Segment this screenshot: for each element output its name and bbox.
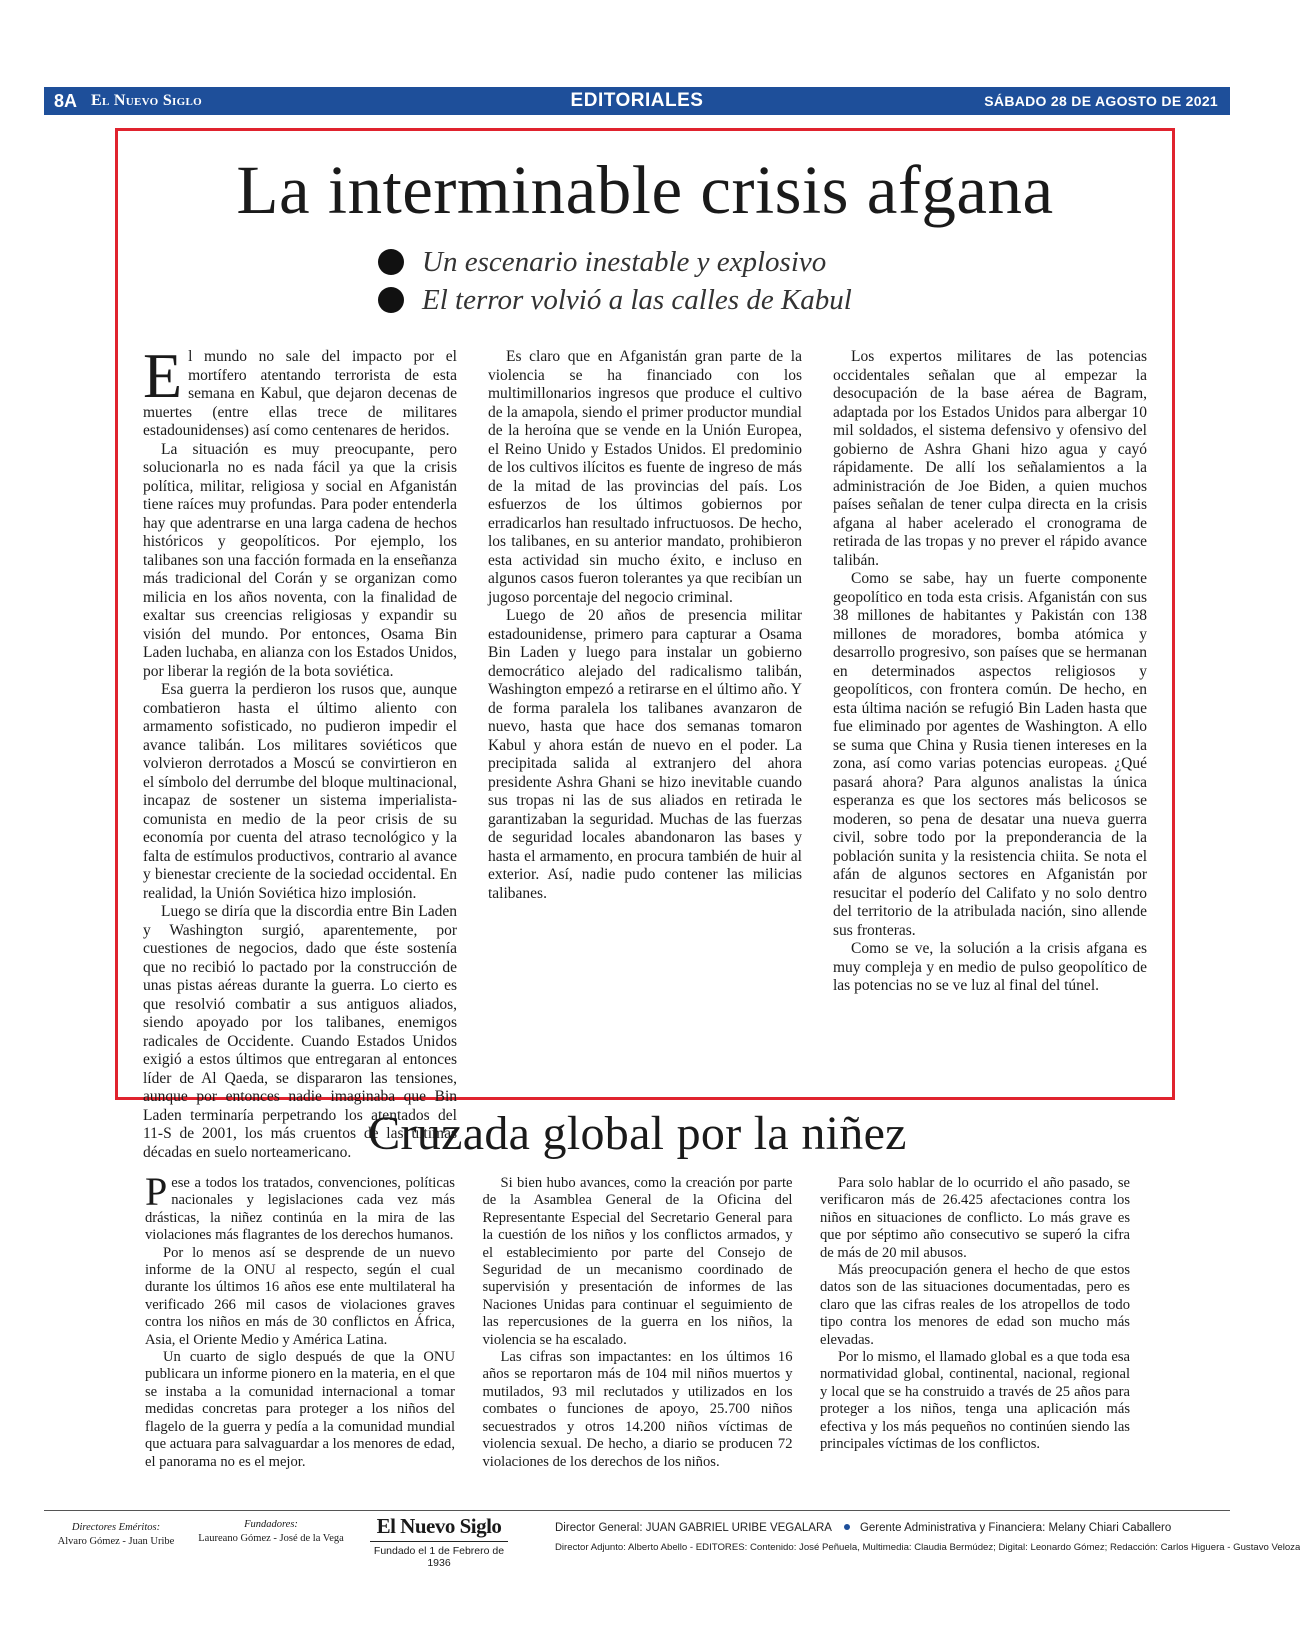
text-column-2 — [488, 348, 802, 1090]
paragraph: Para solo hablar de lo ocurrido el año pasado, se verificaron más de 26.425 afectaciones contra los niños en situaciones de conflicto. Lo más grave es que por séptimo año consecutivo se superó la cifra de más de 20 mil abusos. — [820, 1175, 1130, 1261]
fundadores-names: Laureano Gómez - José de la Vega — [198, 1533, 344, 1544]
bullet-dot-icon — [378, 249, 404, 275]
text-column-2 — [483, 1175, 793, 1480]
subhead-item — [378, 281, 852, 319]
paragraph: Luego se diría que la discordia entre Bin Laden y Washington surgió, aparentemente, por cuestiones de negocios, dado que éste sostenía que no recibió lo pactado por la construcción de unas pistas aéreas durante la guerra. Lo cierto es que resolvió combatir a sus antiguos aliados, siendo apoyado por los talibanes, enemigos radicales de Occidente. Cuando Estados Unidos exigió a estos últimos que entregaran al entonces líder de Al Qaeda, se dispararon las tensiones, aunque por entonces nadie imaginaba que Bin Laden terminaría perpetrando los atentados del 11-S de 2001, los más cruentos de las últimas décadas en suelo norteamericano. — [143, 903, 457, 1161]
credits-row-1 — [555, 1518, 1235, 1538]
subhead-text: El terror volvió a las calles de Kabul — [422, 283, 852, 316]
footer-divider — [44, 1510, 1230, 1511]
gerente: Gerente Administrativa y Financiera: Melany Chiari Caballero — [859, 1522, 1172, 1534]
text-column-3 — [820, 1175, 1130, 1480]
text-column-1 — [145, 1169, 455, 1480]
issue-date: SÁBADO 28 DE AGOSTO DE 2021 — [984, 93, 1218, 109]
paragraph: Es claro que en Afganistán gran parte de la violencia se ha financiado con los multimillonarios ingresos que produce el cultivo de la amapola, siendo el primer productor mundial de la heroína que se vende en la Unión Europea, el Reino Unido y Estados Unidos. El predominio de los cultivos ilícitos es fuente de ingreso de más de la mitad de las provincias del país. Los esfuerzos de los últimos gobiernos por erradicarlos han resultado infructuosos. De hecho, los talibanes, en su anterior mandato, prohibieron esta actividad sin mucho éxito, e incluso en algunos casos fueron tolerantes ya que recibían un jugoso porcentaje del negocio criminal. — [488, 348, 802, 606]
paragraph: El mundo no sale del impacto por el mortífero atentando terrorista de esta semana en Kabul, que dejaron decenas de muertes (entre ellas trece de militares estadounidenses) así como centenares de heridos. — [143, 340, 457, 439]
paragraph: Un cuarto de siglo después de que la ONU publicara un informe pionero en la materia, en el que se instaba a la comunidad internacional a tomar medidas concretas para proteger a los niños del flagelo de la guerra y pedía a la comunidad mundial que actuara para salvaguardar a los menores de edad, el panorama no es el mejor. — [145, 1349, 455, 1470]
directores-label: Directores Eméritos: — [71, 1522, 161, 1533]
newspaper-name: El Nuevo Siglo — [91, 92, 202, 109]
paragraph: Luego de 20 años de presencia militar estadounidense, primero para capturar a Osama Bin Laden y luego para instalar un gobierno democrático alejado del radicalismo talibán, Washington empezó a retirarse en el último año. Y de forma paralela los talibanes avanzaron de nuevo, hasta que hace dos semanas tomaron Kabul y ahora están de nuevo en el poder. La precipitada salida al extranjero del ahora presidente Ashra Ghani se hizo inevitable cuando sus tropas ni las de sus aliados en retirada le garantizaban la seguridad. Muchas de las fuerzas de seguridad locales abandonaron las bases y hasta el armamento, en procura también de huir al exterior. Así, nadie pudo contener las milicias talibanes. — [488, 607, 802, 902]
editors-line: Director Adjunto: Alberto Abello - EDITORES: Contenido: José Peñuela, Multimedia: Claudia Bermúdez; Digital: Leonardo Gómez; Redacción: Carlos Higuera - Gustavo Veloza — [555, 1542, 1300, 1553]
masthead-credits — [555, 1518, 1300, 1558]
fundadores — [196, 1518, 346, 1546]
paragraph: Pese a todos los tratados, convenciones, políticas nacionales y legislaciones cada vez más drásticas, la niñez continúa en la mira de las violaciones más flagrantes de los derechos humanos. — [145, 1169, 455, 1244]
paragraph: Como se ve, la solución a la crisis afgana es muy compleja y en medio de pulso geopolítico de las potencias no se ve luz al final del túnel. — [833, 940, 1147, 994]
subhead-text: Un escenario inestable y explosivo — [422, 245, 827, 278]
directores-emeritos — [52, 1521, 180, 1549]
page-number: 8A — [54, 90, 78, 111]
logo-text: El Nuevo Siglo — [370, 1514, 508, 1542]
second-editorial-title: Cruzada global por la niñez — [368, 1107, 907, 1160]
founded-date: Fundado el 1 de Febrero de 1936 — [373, 1545, 505, 1569]
paragraph: Si bien hubo avances, como la creación por parte de la Asamblea General de la Oficina del Representante Especial del Secretario General para la cuestión de los niños y los conflictos armados, y el establecimiento por parte del Consejo de Seguridad de un mecanismo coordinado de supervisión y presentación de informes de las Naciones Unidas para continuar el seguimiento de las repercusiones de la guerra en los niños, la violencia se ha escalado. — [482, 1175, 793, 1348]
paragraph: Las cifras son impactantes: en los últimos 16 años se reportaron más de 104 mil niños muertos y mutilados, 93 mil reclutados y utilizados en los combates o funciones de apoyo, 25.700 niños secuestrados y otros 14.200 niños víctimas de violencia sexual. De hecho, a diario se producen 72 violaciones de los derechos de los niños. — [482, 1349, 793, 1470]
paragraph: Más preocupación genera el hecho de que estos datos son de las situaciones documentadas, pero es claro que las cifras reales de los atropellos de todo tipo contra los menores de edad son mucho más elevadas. — [820, 1262, 1130, 1348]
paragraph: Esa guerra la perdieron los rusos que, aunque combatieron hasta el último aliento con armamento sofisticado, no pudieron impedir el avance talibán. Los militares soviéticos que volvieron derrotados a Moscú se convirtieron en el símbolo del derrumbe del bloque multinacional, incapaz de sostener un sistema imperialista-comunista en medio de la peor crisis de su economía por cuenta del atraso tecnológico y la falta de estímulos productivos, contrario al avance y bienestar creciente de la sociedad occidental. En realidad, la Unión Soviética hizo implosión. — [143, 681, 457, 902]
second-editorial-columns — [145, 1169, 1130, 1480]
drop-cap: P — [145, 1169, 168, 1214]
bullet-dot-icon — [378, 287, 404, 313]
paragraph: Los expertos militares de las potencias occidentales señalan que al empezar la desocupación de la base aérea de Bagram, adaptada por los Estados Unidos para albergar 10 mil soldados, el sistema defensivo y ofensivo del gobierno de Ashra Ghani hizo agua y cayó rápidamente. De allí los señalamientos a la administración de Joe Biden, a quien muchos países señalan de tener culpa directa en la crisis afgana al haber acelerado el cronograma de retirada de las tropas y no prever el rápido avance talibán. — [833, 348, 1147, 569]
separator-dot-icon — [844, 1524, 850, 1530]
drop-cap: E — [143, 340, 183, 411]
editorial-title: La interminable crisis afgana — [236, 152, 1054, 228]
newspaper-logo — [370, 1514, 508, 1569]
subhead-item — [378, 243, 852, 281]
paragraph: La situación es muy preocupante, pero solucionarla no es nada fácil ya que la crisis política, militar, religiosa y social en Afganistán tiene raíces muy profundas. Para poder entenderla hay que adentrarse en una larga cadena de hechos históricos y geopolíticos. Por ejemplo, los talibanes son una facción formada en la enseñanza más tradicional del Corán y se organizan como milicia en los años noventa, con la finalidad de exaltar sus creencias religiosas y expandir su visión del mundo. Por entonces, Osama Bin Laden luchaba, en alianza con los Estados Unidos, por liberar la región de la bota soviética. — [143, 440, 457, 680]
text-column-1 — [143, 340, 457, 1161]
fundadores-label: Fundadores: — [244, 1519, 298, 1530]
paragraph: Como se sabe, hay un fuerte componente geopolítico en toda esta crisis. Afganistán con sus 38 millones de habitantes y Pakistán con 138 millones de moradores, bomba atómica y desarrollo progresivo, son países que se hermanan en determinados aspectos religiosos y geopolíticos, con frontera común. De hecho, en esta última nación se refugió Bin Laden hasta que fue eliminado por agentes de Washington. A ello se suma que China y Rusia tienen intereses en la zona, así como varias potencias europeas. ¿Qué pasará ahora? Para algunos analistas la única esperanza es que los sectores más belicosos se moderen, so pena de desatar una nueva guerra civil, sobre todo por la preponderancia de la población sunita y la resistencia chiita. Se nota el afán de algunos sectores en Afganistán por resucitar el poderío del Califato y no solo dentro del territorio de la atribulada nación, sino allende sus fronteras. — [833, 570, 1147, 939]
paragraph: Por lo mismo, el llamado global es a que toda esa normatividad global, continental, nacional, regional y local que se ha construido a través de 25 años para proteger a los niños, tenga una aplicación más efectiva y los más pequeños no continúen siendo las principales víctimas de los conflictos. — [820, 1349, 1130, 1453]
text-column-3 — [833, 348, 1147, 1090]
director-general: Director General: JUAN GABRIEL URIBE VEGALARA — [555, 1522, 832, 1534]
page-header-bar — [44, 87, 1230, 115]
directores-names: Alvaro Gómez - Juan Uribe — [57, 1536, 175, 1547]
paragraph: Por lo menos así se desprende de un nuevo informe de la ONU al respecto, según el cual durante los últimos 16 años ese ente multilateral ha verificado 266 mil casos de violaciones graves contra los niños en más de 30 conflictos en África, Asia, el Oriente Medio y América Latina. — [145, 1244, 455, 1348]
section-title: EDITORIALES — [570, 90, 704, 111]
editorial-subheads — [378, 243, 852, 319]
